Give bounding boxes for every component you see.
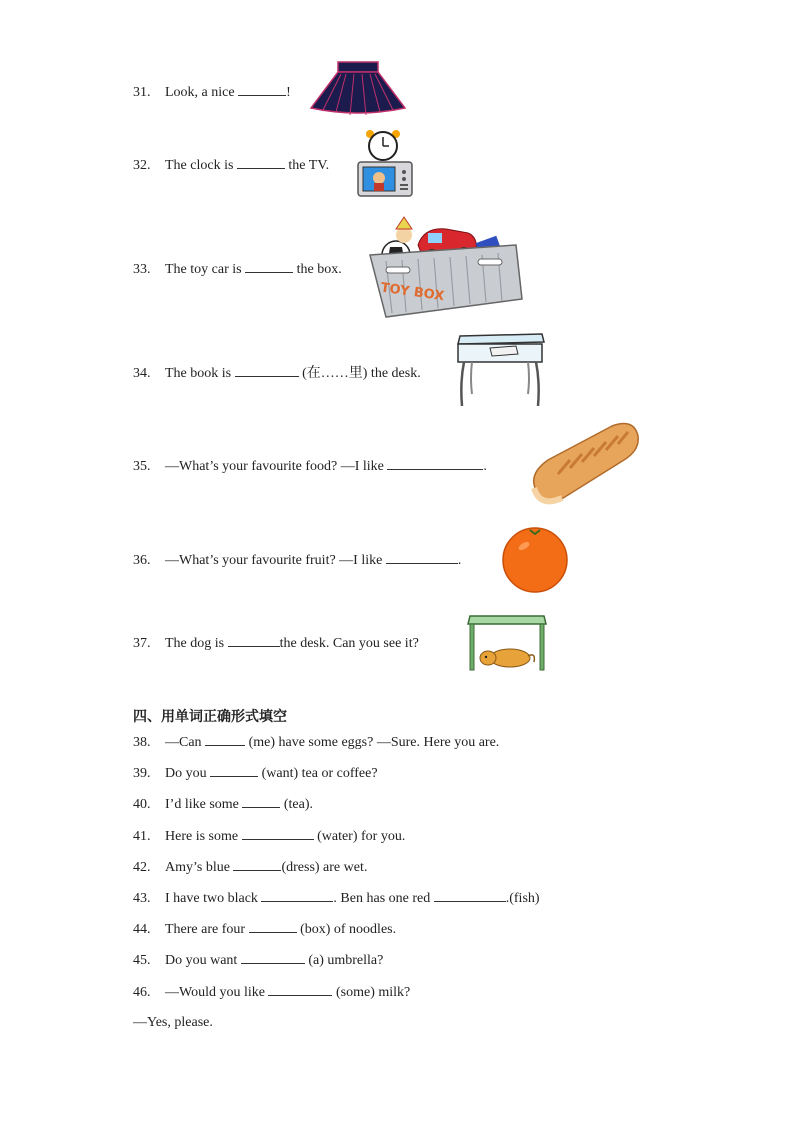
answer-blank[interactable] <box>237 156 285 169</box>
answer-blank[interactable] <box>434 889 506 902</box>
answer-blank[interactable] <box>210 764 258 777</box>
question-45: 45. Do you want (a) umbrella? <box>133 953 384 968</box>
toy-box-image <box>366 215 526 321</box>
question-35: 35. —What’s your favourite food? —I like . <box>133 459 487 474</box>
answer-continuation: —Yes, please. <box>133 1015 213 1030</box>
question-39: 39. Do you (want) tea or coffee? <box>133 766 378 781</box>
skirt-image <box>308 60 408 118</box>
answer-blank[interactable] <box>249 920 297 933</box>
answer-blank[interactable] <box>205 733 245 746</box>
question-36: 36. —What’s your favourite fruit? —I like . <box>133 553 462 568</box>
bread-image <box>526 418 642 510</box>
question-44: 44. There are four (box) of noodles. <box>133 922 397 937</box>
question-40: 40. I’d like some (tea). <box>133 797 314 812</box>
answer-blank[interactable] <box>235 364 299 377</box>
answer-blank[interactable] <box>245 260 293 273</box>
answer-blank[interactable] <box>241 951 305 964</box>
answer-blank[interactable] <box>242 795 280 808</box>
dog-under-desk-image <box>466 612 548 672</box>
answer-blank[interactable] <box>228 634 280 647</box>
question-31: 31. Look, a nice ! <box>133 85 291 100</box>
toybox-label: TOY BOX <box>379 280 446 305</box>
question-33: 33. The toy car is the box. <box>133 262 342 277</box>
answer-blank[interactable] <box>238 83 286 96</box>
answer-blank[interactable] <box>387 457 483 470</box>
question-41: 41. Here is some (water) for you. <box>133 829 406 844</box>
question-42: 42. Amy’s blue (dress) are wet. <box>133 860 368 875</box>
question-46: 46. —Would you like (some) milk? <box>133 985 411 1000</box>
question-43: 43. I have two black . Ben has one red .(fish) <box>133 891 540 906</box>
answer-blank[interactable] <box>233 858 281 871</box>
question-32: 32. The clock is the TV. <box>133 158 330 173</box>
answer-blank[interactable] <box>386 551 458 564</box>
section-heading: 四、用单词正确形式填空 <box>133 709 287 725</box>
question-38: 38. —Can (me) have some eggs? —Sure. Here you are. <box>133 735 500 750</box>
desk-with-book-image <box>454 330 546 410</box>
clock-on-tv-image <box>355 128 415 200</box>
orange-image <box>500 524 570 594</box>
question-37: 37. The dog is the desk. Can you see it? <box>133 636 419 651</box>
answer-blank[interactable] <box>242 827 314 840</box>
answer-blank[interactable] <box>268 983 332 996</box>
question-34: 34. The book is (在……里) the desk. <box>133 366 421 381</box>
answer-blank[interactable] <box>261 889 333 902</box>
